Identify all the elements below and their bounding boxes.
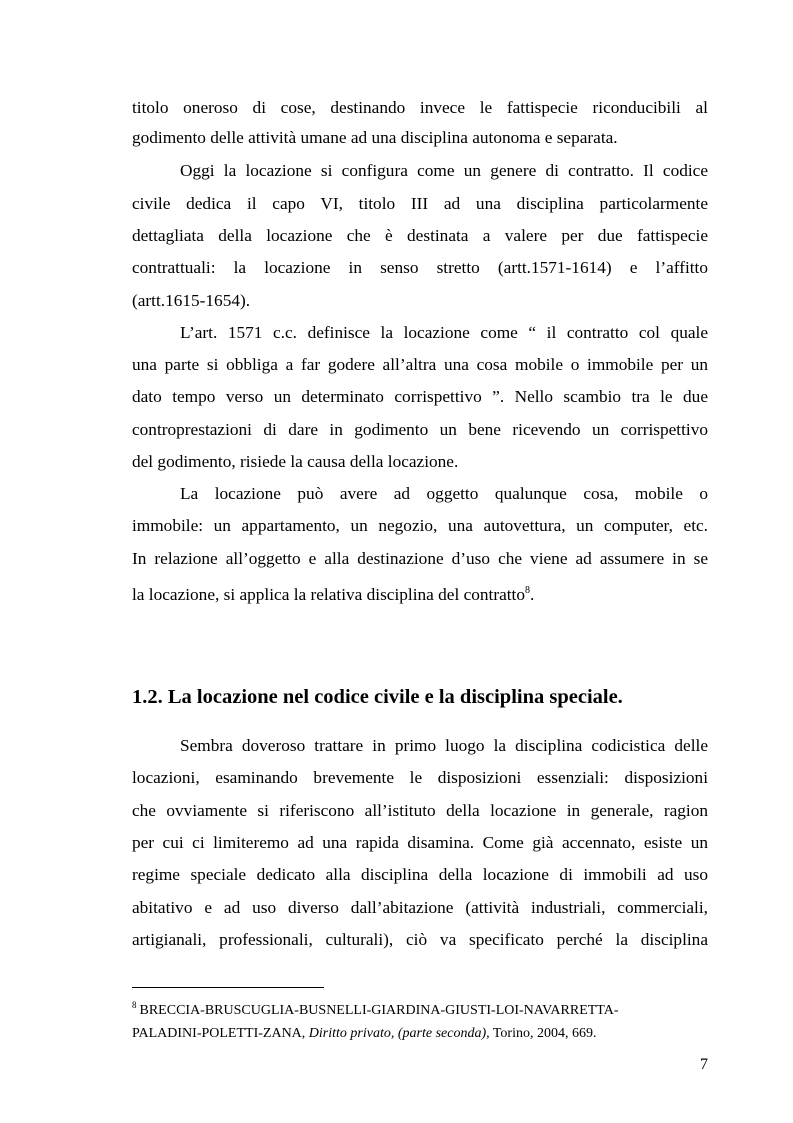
paragraph-line: immobile: un appartamento, un negozio, una autovettura, un computer, etc. [132, 516, 708, 535]
paragraph-line: Oggi la locazione si configura come un genere di contratto. Il codice [180, 161, 708, 180]
paragraph-line: una parte si obbliga a far godere all’altra una cosa mobile o immobile per un [132, 355, 708, 374]
paragraph-line: locazioni, esaminando brevemente le disposizioni essenziali: disposizioni [132, 768, 708, 787]
footnote-text: BRECCIA-BRUSCUGLIA-BUSNELLI-GIARDINA-GIUSTI-LOI-NAVARRETTA- [139, 1003, 619, 1018]
paragraph-line: controprestazioni di dare in godimento un bene ricevendo un corrispettivo [132, 420, 708, 439]
paragraph-line: L’art. 1571 c.c. definisce la locazione come “ il contratto col quale [180, 323, 708, 342]
paragraph-text: . [530, 585, 535, 604]
paragraph-line: regime speciale dedicato alla disciplina della locazione di immobili ad uso [132, 865, 708, 884]
footnote-text: , Torino, 2004, 669. [486, 1026, 597, 1041]
footnote-text: PALADINI-POLETTI-ZANA, [132, 1026, 309, 1041]
paragraph-line: abitativo e ad uso diverso dall’abitazione (attività industriali, commerciali, [132, 898, 708, 917]
page-number: 7 [700, 1056, 708, 1073]
footnote-line [132, 996, 619, 1020]
paragraph-line: Sembra doveroso trattare in primo luogo la disciplina codicistica delle [180, 736, 708, 755]
paragraph-line: contrattuali: la locazione in senso stretto (artt.1571-1614) e l’affitto [132, 258, 708, 277]
footnote-reference[interactable]: 8 [525, 585, 530, 596]
section-heading: 1.2. La locazione nel codice civile e la disciplina speciale. [132, 686, 623, 708]
paragraph-line: In relazione all’oggetto e alla destinazione d’uso che viene ad assumere in se [132, 549, 708, 568]
footnote-number: 8 [132, 1000, 137, 1010]
paragraph-line: civile dedica il capo VI, titolo III ad una disciplina particolarmente [132, 194, 708, 213]
paragraph-line: titolo oneroso di cose, destinando invece le fattispecie riconducibili al [132, 98, 708, 117]
footnote-separator [132, 987, 324, 988]
paragraph-text: la locazione, si applica la relativa disciplina del contratto [132, 585, 525, 604]
paragraph-line: dato tempo verso un determinato corrispettivo ”. Nello scambio tra le due [132, 387, 708, 406]
paragraph-line: La locazione può avere ad oggetto qualunque cosa, mobile o [180, 484, 708, 503]
paragraph-line: artigianali, professionali, culturali), ciò va specificato perché la disciplina [132, 930, 708, 949]
footnote-title: Diritto privato, (parte seconda) [308, 1026, 487, 1041]
paragraph-line: che ovviamente si riferiscono all’istituto della locazione in generale, ragion [132, 801, 708, 820]
paragraph-line: per cui ci limiteremo ad una rapida disamina. Come già accennato, esiste un [132, 833, 708, 852]
paragraph-line [132, 580, 708, 606]
paragraph-line: (artt.1615-1654). [132, 291, 251, 310]
footnote-line [132, 1025, 596, 1043]
paragraph-line: del godimento, risiede la causa della locazione. [132, 452, 459, 471]
paragraph-line: godimento delle attività umane ad una disciplina autonoma e separata. [132, 128, 618, 147]
paragraph-line: dettagliata della locazione che è destinata a valere per due fattispecie [132, 226, 708, 245]
